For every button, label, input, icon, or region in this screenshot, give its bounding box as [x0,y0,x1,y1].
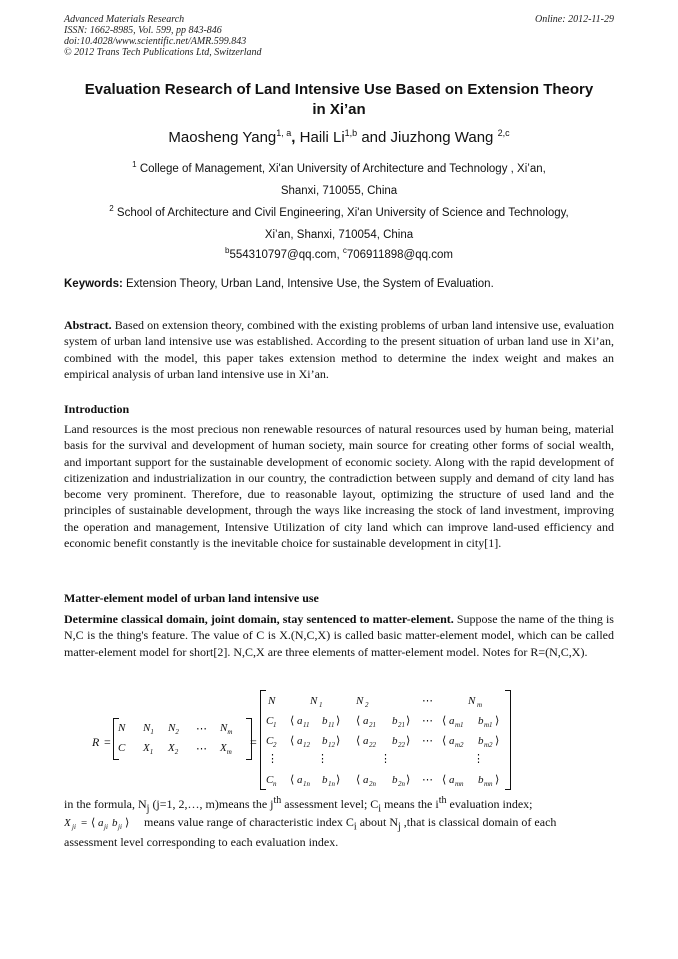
email-c: 706911898@qq.com [346,248,453,261]
svg-text:⟩: ⟩ [406,735,411,747]
abstract-text: Based on extension theory, combined with the existing problems of urban land intensive use, evaluation system of urban land intensive use was established. According to the present situation of urban land use in Xi’an, combined with the model, this paper takes extension method to determine the index weight and makes an empirical analysis of urban land intensive use in Xi’an. [64,318,614,381]
svg-text:2n: 2n [369,780,376,788]
svg-text:⟨: ⟨ [442,774,447,786]
expl-sub-i: i [378,803,382,815]
svg-text:mn: mn [455,780,464,788]
online-date: Online: 2012-11-29 [535,14,614,25]
svg-text:a: a [297,715,303,727]
svg-text:X: X [64,817,71,829]
svg-text:⟩: ⟩ [336,735,341,747]
xji-sub-j: j [398,821,401,833]
doi-line: doi:10.4028/www.scientific.net/AMR.599.843 [64,36,247,47]
affil-2-line-2: Xi’an, Shanxi, 710054, China [264,228,414,241]
formula-eq-2: = [250,735,257,749]
m2-c0: C [118,742,126,754]
svg-text:11: 11 [328,721,335,729]
xji-part-2: about N [356,815,399,829]
svg-text:b: b [322,715,328,727]
svg-text:1: 1 [273,721,277,729]
svg-text:⟩: ⟩ [336,774,341,786]
svg-text:⟨: ⟨ [290,735,295,747]
svg-text:12: 12 [303,741,310,749]
expl-sup-th2: th [438,795,447,806]
author-3: Jiuzhong Wang [390,129,498,146]
affil-1-sup: 1 [132,160,137,169]
svg-text:a: a [363,735,369,747]
svg-text:=: = [81,817,88,829]
copyright-line: © 2012 Trans Tech Publications Ltd, Switzerland [64,47,262,58]
svg-text:mn: mn [484,780,493,788]
expl-sub-j: j [146,803,150,815]
svg-text:m2: m2 [455,741,464,749]
svg-text:b: b [478,774,484,786]
formula-eq: = [104,735,111,749]
svg-text:ji: ji [72,823,76,831]
intro-heading: Introduction [64,402,130,416]
svg-text:⟩: ⟩ [125,817,130,829]
svg-text:⋮: ⋮ [473,753,484,765]
svg-text:⟩: ⟩ [495,774,500,786]
svg-text:⋮: ⋮ [267,753,278,765]
svg-text:⟨: ⟨ [290,774,295,786]
email-line [60,240,618,266]
svg-text:2n: 2n [398,780,405,788]
email-c-sup: c [342,246,347,255]
svg-text:1n: 1n [303,780,310,788]
svg-text:22: 22 [369,741,376,749]
svg-text:n: n [273,780,277,788]
matter-heading: Matter-element model of urban land intensive use [64,591,319,605]
affil-2-line-1: School of Architecture and Civil Engineering, Xi'an University of Science and Technology, [113,206,569,219]
svg-text:a: a [363,774,369,786]
svg-text:⟨: ⟨ [442,735,447,747]
svg-text:m1: m1 [455,721,464,729]
formula-explanation-3: assessment level corresponding to each evaluation index. [64,835,339,849]
svg-text:N: N [310,695,318,707]
author-1-sup: 1, a [276,128,292,138]
m2-c2: $X_2$ [168,742,179,757]
keywords-text: Extension Theory, Urban Land, Intensive Use, the System of Evaluation. [122,278,494,290]
affil-1-line-1: College of Management, Xi'an University of Architecture and Technology , Xi’an, [136,162,546,175]
author-list [0,128,678,146]
svg-text:⟩: ⟩ [495,735,500,747]
svg-text:N: N [468,695,476,707]
svg-text:a: a [98,817,104,829]
svg-text:a: a [297,774,303,786]
svg-text:11: 11 [303,721,310,729]
m2-c4: $X_m$ [220,742,232,757]
paper-title [60,80,618,120]
author-2: Haili Li [299,129,345,146]
big-matrix-content [262,690,508,790]
abstract [64,317,614,382]
svg-text:⟨: ⟨ [356,774,361,786]
svg-text:b: b [322,774,328,786]
svg-text:⟨: ⟨ [442,715,447,727]
expl-part-2: (j=1, 2,…, m)means the j [149,797,274,811]
svg-text:⟩: ⟩ [406,774,411,786]
svg-text:C: C [266,735,274,747]
svg-text:N: N [268,695,276,707]
svg-text:⋮: ⋮ [317,753,328,765]
svg-text:1n: 1n [328,780,335,788]
svg-text:b: b [392,735,398,747]
svg-text:a: a [297,735,303,747]
issn-line: ISSN: 1662-8985, Vol. 599, pp 843-846 [64,25,222,36]
svg-text:21: 21 [398,721,405,729]
journal-name: Advanced Materials Research [64,14,185,25]
svg-text:a: a [449,735,455,747]
xji-part-3: ,that is classical domain of each [400,815,557,829]
svg-text:⟩: ⟩ [495,715,500,727]
keywords-label: Keywords: [64,278,123,290]
m2-c3: ⋯ [196,743,207,755]
svg-text:b: b [322,735,328,747]
svg-text:2: 2 [365,701,369,709]
expl-part-4: means the i [381,797,439,811]
svg-text:⟨: ⟨ [91,817,96,829]
svg-text:⋯: ⋯ [422,774,433,786]
intro-text: Land resources is the most precious non renewable resources of natural resources used by human being, material basis for the survival and development of human society, main source for creating other forms of social wealth, and important support for the sustainable development of economic society. Along with the rapid development of citizenization and industrialization in our country, the contradiction between supply and demand of city land has become very prominent. Therefore, due to reasonable layout, optimizing the structure of used land and the principles of sustainable development, through the ways like increasing the stock of land investment, improving the operation and management, Intensive Utilization of city land which can improve land-used efficiency and economic benefit constantly is the inevitable choice for sustainable development in city[1]. [64,422,614,551]
svg-text:⟨: ⟨ [356,715,361,727]
xji-part-1: means value range of characteristic index C [144,815,354,829]
title-line-1: Evaluation Research of Land Intensive Use Based on Extension Theory [84,81,594,98]
svg-text:b: b [478,715,484,727]
email-b: 554310797@qq.com, [229,248,343,261]
svg-text:m: m [477,701,483,709]
m1-c4: $N_m$ [220,722,233,737]
expl-part-1: in the formula, N [64,797,147,811]
svg-text:b: b [478,735,484,747]
svg-text:21: 21 [369,721,376,729]
svg-text:⟨: ⟨ [356,735,361,747]
m1-c1: $N_1$ [143,722,154,737]
svg-text:b: b [392,774,398,786]
svg-text:22: 22 [398,741,405,749]
affil-2-sup: 2 [109,204,114,213]
svg-text:⋮: ⋮ [380,753,391,765]
svg-text:⟨: ⟨ [290,715,295,727]
title-line-2: in Xi’an [312,101,366,118]
svg-text:a: a [449,774,455,786]
affiliation-1 [60,154,618,202]
formula-lhs: R [92,735,100,749]
svg-text:ji: ji [104,823,108,831]
svg-text:m1: m1 [484,721,493,729]
keywords [64,278,618,290]
author-2-sup: 1,b [344,128,358,138]
xji-formula [64,812,144,834]
email-b-sup: b [225,246,230,255]
svg-text:C: C [266,774,274,786]
svg-text:⟩: ⟩ [406,715,411,727]
m1-c3: ⋯ [196,723,207,735]
affiliation-2 [60,198,618,246]
journal-header [64,14,262,58]
svg-text:⋯: ⋯ [422,695,433,707]
m2-c1: $X_1$ [143,742,154,757]
m1-c2: $N_2$ [168,722,179,737]
matter-text [64,611,614,660]
svg-text:m2: m2 [484,741,493,749]
affil-1-line-2: Shanxi, 710055, China [280,184,398,197]
formula-explanation-2 [144,814,614,836]
svg-text:⋯: ⋯ [422,735,433,747]
svg-text:1: 1 [319,701,323,709]
svg-text:b: b [112,817,118,829]
svg-text:C: C [266,715,274,727]
matter-body: Suppose the name of the thing is N,C is the thing's feature. The value of C is X.(N,C,X) is called basic matter-element model, which can be called matter-element model for short[2]. N,C,X are three elements of matter-element model. Notes for R=(N,C,X). [64,612,614,659]
svg-text:b: b [392,715,398,727]
svg-text:12: 12 [328,741,335,749]
author-sep-2: and [357,129,391,146]
xji-sub-i: i [353,821,357,833]
expl-part-5: evaluation index; [446,797,533,811]
matter-bold-lead: Determine classical domain, joint domain, stay sentenced to matter-element. [64,612,454,626]
svg-text:⋯: ⋯ [422,715,433,727]
expl-sup-th: th [273,795,282,806]
m1-c0: N [118,722,126,734]
expl-part-3: assessment level; C [281,797,379,811]
author-3-sup: 2,c [497,128,510,138]
svg-text:a: a [363,715,369,727]
svg-text:⟩: ⟩ [336,715,341,727]
author-sep-1: , [291,129,300,146]
svg-text:a: a [449,715,455,727]
abstract-label: Abstract. [64,318,112,332]
svg-text:2: 2 [273,741,277,749]
author-1: Maosheng Yang [168,129,277,146]
svg-text:ji: ji [118,823,122,831]
svg-text:N: N [356,695,364,707]
